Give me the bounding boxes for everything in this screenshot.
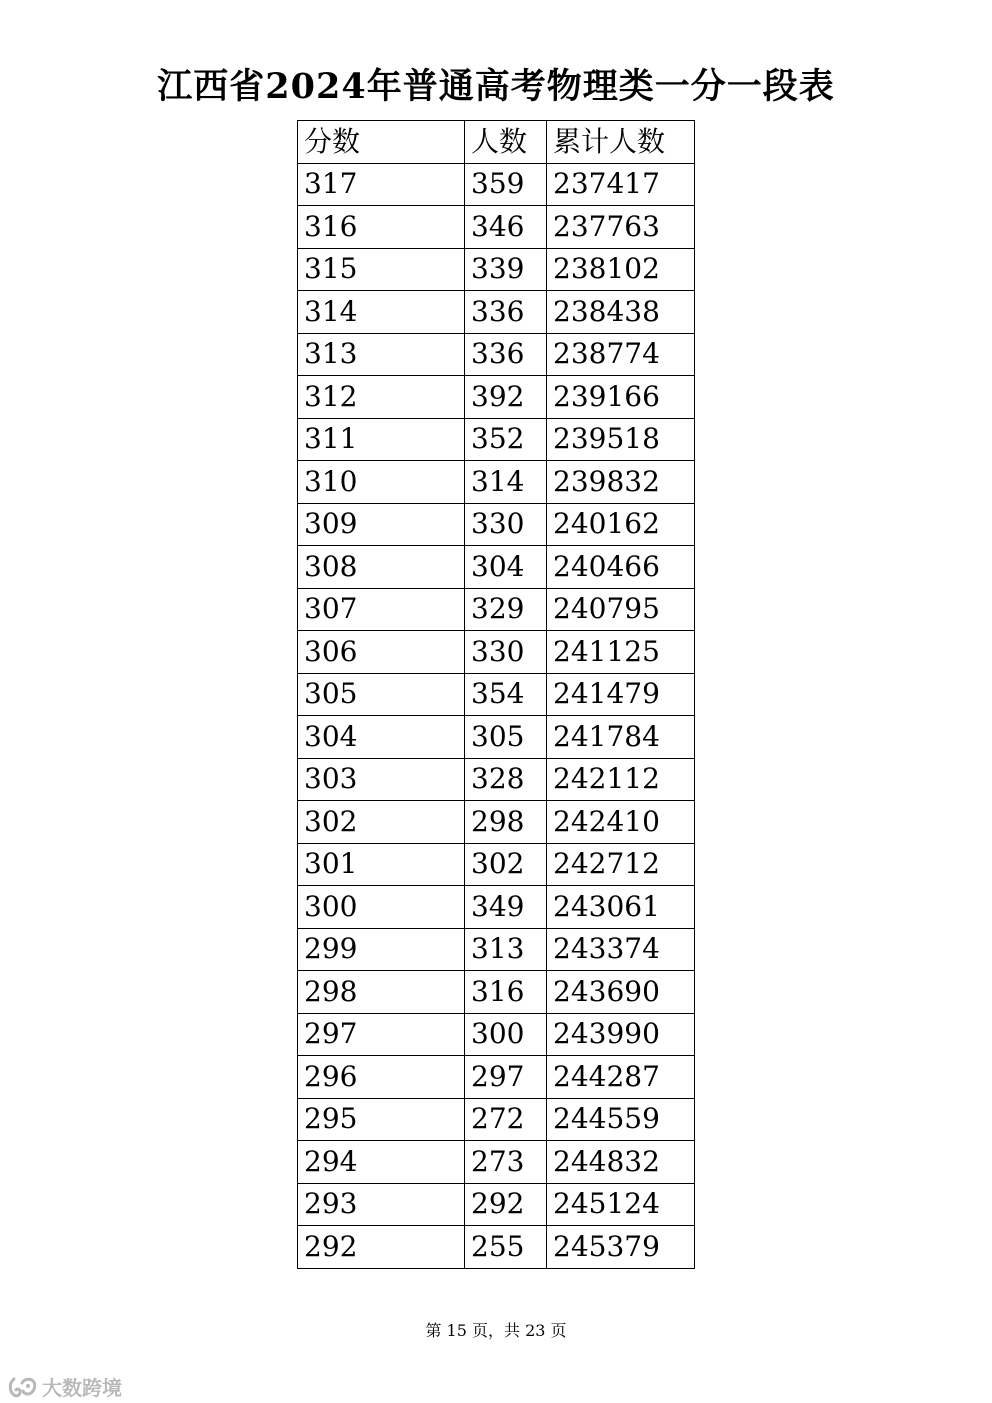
table-row [298,1226,695,1269]
cell-cumulative: 237763 [547,206,695,249]
table-row [298,418,695,461]
cell-score: 300 [298,886,465,929]
table-row [298,631,695,674]
table-row [298,1056,695,1099]
table-row [298,248,695,291]
cell-count: 339 [465,248,547,291]
cell-score: 306 [298,631,465,674]
cell-score: 313 [298,333,465,376]
table-row [298,928,695,971]
table-row [298,503,695,546]
cell-score: 292 [298,1226,465,1269]
cell-cumulative: 238774 [547,333,695,376]
table-row [298,546,695,589]
cell-score: 312 [298,376,465,419]
cell-count: 359 [465,163,547,206]
table-row [298,1183,695,1226]
cell-count: 297 [465,1056,547,1099]
table-row [298,163,695,206]
cell-score: 316 [298,206,465,249]
cell-score: 310 [298,461,465,504]
cell-score: 308 [298,546,465,589]
cell-score: 294 [298,1141,465,1184]
table-row [298,206,695,249]
cell-cumulative: 239832 [547,461,695,504]
cell-cumulative: 244832 [547,1141,695,1184]
table-row [298,886,695,929]
cell-cumulative: 245124 [547,1183,695,1226]
cell-cumulative: 242410 [547,801,695,844]
table-row [298,1098,695,1141]
cell-count: 292 [465,1183,547,1226]
table-row [298,376,695,419]
cell-cumulative: 240466 [547,546,695,589]
cell-count: 354 [465,673,547,716]
cell-score: 303 [298,758,465,801]
cell-count: 298 [465,801,547,844]
cell-score: 311 [298,418,465,461]
cell-cumulative: 243374 [547,928,695,971]
cell-count: 300 [465,1013,547,1056]
cell-score: 304 [298,716,465,759]
cell-count: 329 [465,588,547,631]
cell-score: 296 [298,1056,465,1099]
table-row [298,758,695,801]
cell-count: 302 [465,843,547,886]
table-row [298,588,695,631]
score-distribution-table [297,120,695,1269]
cell-score: 305 [298,673,465,716]
cell-count: 330 [465,503,547,546]
table-row [298,1013,695,1056]
cell-count: 304 [465,546,547,589]
cell-count: 316 [465,971,547,1014]
table-body [298,163,695,1268]
brand-logo-icon [8,1375,38,1399]
cell-cumulative: 243061 [547,886,695,929]
cell-count: 305 [465,716,547,759]
header-score: 分数 [298,121,465,164]
cell-count: 273 [465,1141,547,1184]
cell-cumulative: 241125 [547,631,695,674]
cell-cumulative: 240795 [547,588,695,631]
cell-count: 336 [465,291,547,334]
cell-score: 315 [298,248,465,291]
cell-cumulative: 238438 [547,291,695,334]
cell-count: 336 [465,333,547,376]
cell-cumulative: 240162 [547,503,695,546]
cell-cumulative: 245379 [547,1226,695,1269]
cell-count: 330 [465,631,547,674]
cell-cumulative: 237417 [547,163,695,206]
cell-score: 298 [298,971,465,1014]
cell-count: 313 [465,928,547,971]
watermark [8,1372,122,1401]
cell-cumulative: 239166 [547,376,695,419]
table-row [298,291,695,334]
header-cumulative: 累计人数 [547,121,695,164]
table-row [298,801,695,844]
cell-score: 295 [298,1098,465,1141]
cell-cumulative: 242712 [547,843,695,886]
cell-cumulative: 239518 [547,418,695,461]
watermark-text: 大数跨境 [42,1376,122,1400]
table-row [298,843,695,886]
table-row [298,461,695,504]
cell-count: 255 [465,1226,547,1269]
cell-score: 314 [298,291,465,334]
cell-count: 346 [465,206,547,249]
cell-score: 299 [298,928,465,971]
table-row [298,971,695,1014]
page-title: 江西省2024年普通高考物理类一分一段表 [157,66,835,107]
cell-cumulative: 241784 [547,716,695,759]
cell-score: 302 [298,801,465,844]
cell-score: 309 [298,503,465,546]
cell-count: 314 [465,461,547,504]
table-header-row [298,121,695,164]
cell-cumulative: 244559 [547,1098,695,1141]
cell-cumulative: 241479 [547,673,695,716]
cell-count: 328 [465,758,547,801]
table-row [298,333,695,376]
cell-count: 352 [465,418,547,461]
header-count: 人数 [465,121,547,164]
table-row [298,673,695,716]
page-number: 第 15 页，共 23 页 [425,1321,567,1340]
table-row [298,716,695,759]
cell-cumulative: 242112 [547,758,695,801]
cell-score: 297 [298,1013,465,1056]
cell-cumulative: 243690 [547,971,695,1014]
cell-score: 301 [298,843,465,886]
table-row [298,1141,695,1184]
cell-cumulative: 243990 [547,1013,695,1056]
cell-count: 349 [465,886,547,929]
cell-cumulative: 238102 [547,248,695,291]
cell-cumulative: 244287 [547,1056,695,1099]
cell-count: 272 [465,1098,547,1141]
cell-score: 307 [298,588,465,631]
cell-count: 392 [465,376,547,419]
cell-score: 317 [298,163,465,206]
cell-score: 293 [298,1183,465,1226]
